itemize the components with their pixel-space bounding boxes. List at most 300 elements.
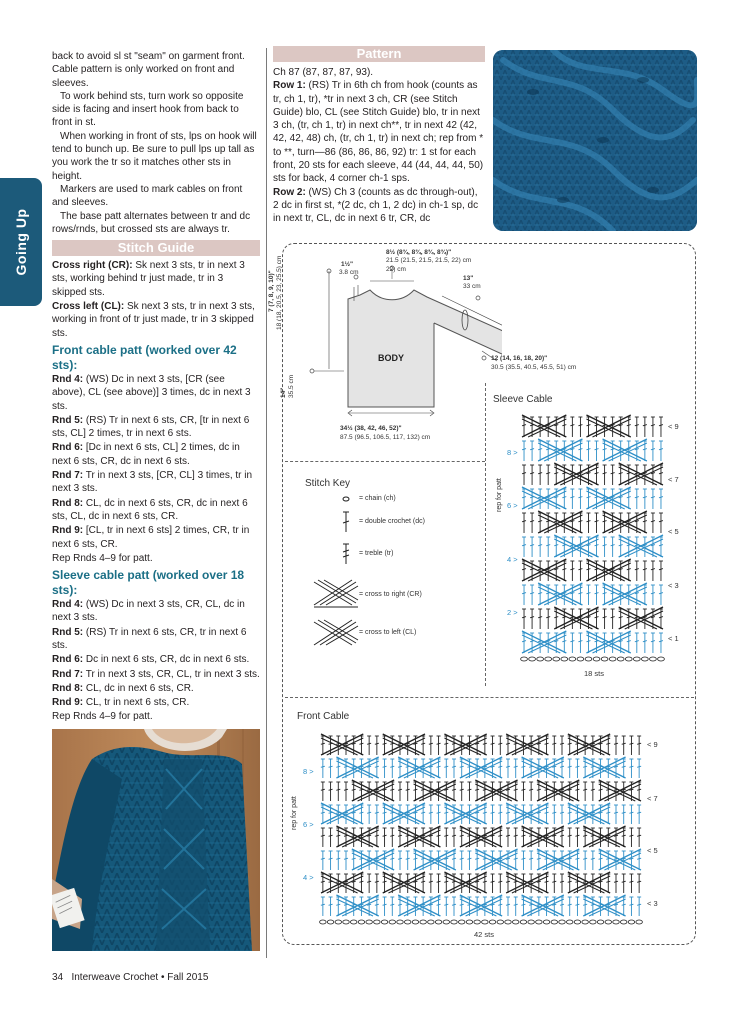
- intro-paragraph: The base patt alternates between tr and dc rows/rnds, but crossed sts are always tr.: [52, 210, 251, 235]
- stitch-mark: [637, 789, 641, 790]
- stitch-mark: [522, 521, 526, 522]
- stitch-mark: [383, 881, 387, 882]
- stitch-mark: [627, 641, 631, 642]
- stitch-mark: [643, 521, 647, 522]
- front-row-label: 6 >: [303, 820, 314, 829]
- front-row-label: 4 >: [303, 873, 314, 882]
- stitch-mark: [575, 766, 579, 767]
- stitch-mark: [429, 812, 433, 813]
- intro-paragraph: To work behind sts, turn work so opposite side is facing and insert hook from back to front in st.: [52, 90, 244, 129]
- stitch-mark: [627, 497, 631, 498]
- stitch-mark: [437, 904, 441, 905]
- shoulder-measure-cm: 3.8 cm: [339, 269, 359, 276]
- front-row-label: 8 >: [303, 767, 314, 776]
- stitch-mark: [562, 497, 566, 498]
- stitch-mark: [578, 521, 582, 522]
- stitch-mark: [659, 473, 663, 474]
- repeat-line: Rep Rnds 4–9 for patt.: [52, 552, 153, 564]
- chart-row: [321, 757, 641, 778]
- stitch-mark: [321, 766, 325, 767]
- row-label: Row 2:: [273, 186, 306, 198]
- stitch-mark: [460, 835, 464, 836]
- magazine-name: Interweave Crochet: [71, 972, 159, 983]
- stitch-mark: [336, 766, 340, 767]
- round-line: [52, 653, 260, 666]
- stitch-mark: [611, 617, 615, 618]
- stitch-key-symbols: [312, 490, 360, 650]
- stitch-mark: [595, 545, 599, 546]
- round-text: (WS) Dc in next 3 sts, [CR (see above), CL (see above)] 3 times, dc in next 3 sts.: [52, 373, 251, 412]
- chain-mark: [374, 920, 380, 924]
- round-line: [52, 441, 260, 468]
- page-footer: [52, 972, 208, 983]
- stitch-mark: [635, 641, 639, 642]
- chain-mark: [569, 657, 576, 661]
- stitch-mark: [560, 766, 564, 767]
- stitch-mark: [583, 835, 587, 836]
- foundation-chain: [320, 920, 643, 924]
- chart-row: [522, 583, 663, 605]
- stitch-mark: [413, 789, 417, 790]
- stitch-mark: [383, 835, 387, 836]
- round-line: [52, 497, 260, 524]
- stitch-mark: [444, 835, 448, 836]
- stitch-mark: [336, 904, 340, 905]
- chain-mark: [521, 657, 528, 661]
- stitch-mark: [635, 569, 639, 570]
- stitch-mark: [390, 904, 394, 905]
- round-label: Rnd 8:: [52, 682, 84, 694]
- stitch-mark: [367, 881, 371, 882]
- round-line: [52, 524, 260, 551]
- chain-mark: [536, 920, 542, 924]
- chain-mark: [497, 920, 503, 924]
- row-label: Row 1:: [273, 80, 306, 92]
- stitch-mark: [651, 641, 655, 642]
- stitch-mark: [444, 766, 448, 767]
- stitch-mark: [659, 545, 663, 546]
- stitch-mark: [336, 789, 340, 790]
- front-cable-heading: Front cable patt (worked over 42 sts):: [52, 342, 237, 372]
- stitch-mark: [554, 617, 558, 618]
- pattern-row: [273, 186, 485, 226]
- stitch-mark: [444, 812, 448, 813]
- stitch-mark: [321, 812, 325, 813]
- diagram-divider: [285, 461, 485, 462]
- stitch-mark: [491, 812, 495, 813]
- round-text: CL, tr in next 6 sts, CR.: [83, 697, 190, 709]
- stitch-guide: [52, 259, 260, 724]
- stitch-mark: [498, 766, 502, 767]
- stitch-mark: [637, 766, 641, 767]
- stitch-mark: [568, 766, 572, 767]
- stitch-mark: [467, 789, 471, 790]
- stitch-mark: [575, 858, 579, 859]
- stitch-mark: [375, 835, 379, 836]
- stitch-mark: [568, 812, 572, 813]
- stitch-mark: [575, 904, 579, 905]
- stitch-mark: [352, 858, 356, 859]
- stitch-mark: [344, 858, 348, 859]
- neck-measure-cm: 21.5 (21.5, 21.5, 21.5, 22) cm: [386, 257, 472, 264]
- chart-row: [522, 631, 663, 653]
- round-text: Tr in next 3 sts, [CR, CL] 3 times, tr in next 3 sts.: [52, 470, 253, 495]
- round-text: (RS) Tr in next 6 sts, CR, tr in next 6 sts.: [52, 626, 247, 651]
- round-label: Rnd 7:: [52, 470, 84, 482]
- stitch-mark: [570, 569, 574, 570]
- stitch-mark: [538, 617, 542, 618]
- stitch-mark: [483, 743, 487, 744]
- stitch-mark: [614, 881, 618, 882]
- stitch-mark: [421, 881, 425, 882]
- stitch-mark: [375, 904, 379, 905]
- stitch-mark: [444, 743, 448, 744]
- sleeve-length-measure: 13": [463, 275, 474, 282]
- stitch-mark: [530, 473, 534, 474]
- sleeve-row-label: < 9: [668, 422, 679, 431]
- sleeve-chart-title: Sleeve Cable: [493, 394, 553, 405]
- stitch-mark: [375, 766, 379, 767]
- chain-mark: [650, 657, 657, 661]
- stitch-mark: [578, 593, 582, 594]
- stitch-mark: [583, 766, 587, 767]
- stitch-mark: [538, 521, 542, 522]
- stitch-term: Cross right (CR):: [52, 260, 133, 272]
- stitch-key-title: Stitch Key: [305, 478, 351, 489]
- stitch-mark: [643, 425, 647, 426]
- stitch-mark: [622, 904, 626, 905]
- round-line: [52, 682, 260, 695]
- stitch-mark: [530, 617, 534, 618]
- column-divider: [266, 48, 267, 958]
- stitch-mark: [578, 569, 582, 570]
- stitch-mark: [375, 881, 379, 882]
- stitch-mark: [659, 521, 663, 522]
- stitch-mark: [538, 593, 542, 594]
- stitch-mark: [635, 425, 639, 426]
- front-row-label: < 7: [647, 794, 658, 803]
- stitch-mark: [562, 569, 566, 570]
- stitch-mark: [595, 449, 599, 450]
- stitch-mark: [603, 593, 607, 594]
- stitch-mark: [329, 789, 333, 790]
- stitch-mark: [570, 641, 574, 642]
- stitch-mark: [622, 881, 626, 882]
- stitch-mark: [570, 425, 574, 426]
- stitch-mark: [659, 569, 663, 570]
- stitch-mark: [498, 881, 502, 882]
- stitch-mark: [635, 497, 639, 498]
- chain-mark: [636, 920, 642, 924]
- stitch-mark: [545, 743, 549, 744]
- stitch-mark: [651, 497, 655, 498]
- stitch-mark: [538, 545, 542, 546]
- stitch-mark: [506, 766, 510, 767]
- stitch-mark: [530, 545, 534, 546]
- stitch-mark: [651, 425, 655, 426]
- diagram-divider: [285, 697, 694, 698]
- stitch-mark: [530, 593, 534, 594]
- stitch-mark: [522, 497, 526, 498]
- stitch-guide-heading: Stitch Guide: [52, 240, 260, 256]
- chain-mark: [613, 920, 619, 924]
- stitch-mark: [344, 789, 348, 790]
- sleeve-row-label: < 7: [668, 475, 679, 484]
- stitch-mark: [437, 743, 441, 744]
- chain-mark: [585, 657, 592, 661]
- stitch-mark: [321, 789, 325, 790]
- chain-mark: [443, 920, 449, 924]
- chain-mark: [658, 657, 665, 661]
- chain-mark: [590, 920, 596, 924]
- armhole-measure-cm: 18 (18, 20.5, 23, 25.5) cm: [276, 255, 283, 330]
- stitch-mark: [437, 881, 441, 882]
- stitch-mark: [651, 593, 655, 594]
- round-label: Rnd 5:: [52, 626, 84, 638]
- round-line: [52, 696, 260, 709]
- chain-mark: [601, 657, 608, 661]
- left-column: [52, 50, 260, 725]
- stitch-mark: [643, 641, 647, 642]
- stitch-mark: [614, 743, 618, 744]
- stitch-mark: [606, 812, 610, 813]
- sleeve-row-label: 2 >: [507, 608, 518, 617]
- chain-mark: [505, 920, 511, 924]
- swatch-photo: [493, 50, 697, 231]
- stitch-definition: [52, 300, 260, 340]
- round-text: CL, dc in next 6 sts, CR, dc in next 6 sts, CL, dc in next 6 sts, CR.: [52, 497, 248, 522]
- chain-mark: [574, 920, 580, 924]
- stitch-mark: [595, 521, 599, 522]
- stitch-mark: [562, 425, 566, 426]
- upper-arm-measure: 12 (14, 16, 18, 20)": [491, 355, 548, 362]
- stitch-mark: [475, 858, 479, 859]
- stitch-mark: [591, 858, 595, 859]
- chart-row: [522, 487, 663, 509]
- stitch-mark: [568, 904, 572, 905]
- stitch-mark: [637, 743, 641, 744]
- intro-paragraph: When working in front of sts, lps on hook will tend to bunch up. Be sure to pull lps up tall as you work the tr so it matches other sts in height.: [52, 130, 257, 182]
- section-tab: [0, 178, 42, 306]
- stitch-mark: [383, 904, 387, 905]
- stitch-mark: [570, 497, 574, 498]
- chain-mark: [543, 920, 549, 924]
- stitch-mark: [421, 812, 425, 813]
- stitch-mark: [659, 593, 663, 594]
- chain-mark: [577, 657, 584, 661]
- stitch-mark: [546, 545, 550, 546]
- stitch-mark: [637, 904, 641, 905]
- key-chain: = chain (ch): [359, 495, 396, 502]
- row-text: (RS) Tr in 6th ch from hook (counts as tr, ch 1, tr), *tr in next 3 ch, CR (see Stitch Guide) blo, CL (see Stitch Guide) blo, tr in next 3 ch, (tr, ch 1, tr) in next ch**, tr in next 42 (42, 42, 42, 48) ch, (tr, ch 1, tr) in next ch; rep from * to **, turn—86 (86, 86, 86, 92) tr: 1 st for each front, 20 sts for each sleeve, 44 (44, 44, 44, 50) sts for back, 4 corner ch-1 sps.: [273, 80, 484, 185]
- front-chart-title: Front Cable: [297, 711, 350, 722]
- chain-mark: [559, 920, 565, 924]
- chain-mark: [512, 920, 518, 924]
- stitch-mark: [552, 743, 556, 744]
- stitch-mark: [546, 473, 550, 474]
- stitch-mark: [498, 743, 502, 744]
- stitch-mark: [429, 881, 433, 882]
- chain-mark: [420, 920, 426, 924]
- stitch-text: Sk next 3 sts, tr in next 3 sts, working in front of tr just made, tr in 3 skipped sts.: [52, 301, 255, 339]
- stitch-mark: [575, 789, 579, 790]
- stitch-mark: [398, 858, 402, 859]
- shoulder-measure: 1½": [341, 261, 354, 268]
- section-tab-label: Going Up: [13, 208, 29, 276]
- round-text: CL, dc in next 6 sts, CR.: [83, 682, 194, 694]
- neck-measure: 8½ (8¾, 8¾, 8¾, 8¾)": [386, 249, 452, 256]
- chain-mark: [633, 657, 640, 661]
- front-row-label: < 3: [647, 899, 658, 908]
- chain-mark: [641, 657, 648, 661]
- stitch-mark: [591, 789, 595, 790]
- stitch-mark: [367, 743, 371, 744]
- stitch-mark: [321, 835, 325, 836]
- front-row-label: < 9: [647, 740, 658, 749]
- stitch-mark: [530, 521, 534, 522]
- stitch-mark: [560, 881, 564, 882]
- stitch-mark: [483, 812, 487, 813]
- stitch-mark: [522, 473, 526, 474]
- stitch-mark: [583, 789, 587, 790]
- stitch-mark: [619, 473, 623, 474]
- stitch-mark: [583, 858, 587, 859]
- stitch-definition: [52, 259, 260, 299]
- round-label: Rnd 4:: [52, 373, 84, 385]
- sleeve-row-label: 4 >: [507, 555, 518, 564]
- chain-mark: [553, 657, 560, 661]
- stitch-mark: [437, 766, 441, 767]
- stitch-mark: [637, 812, 641, 813]
- stitch-mark: [611, 473, 615, 474]
- stitch-mark: [629, 743, 633, 744]
- cross-right-symbol: [314, 580, 358, 607]
- stitch-mark: [578, 449, 582, 450]
- chain-mark: [435, 920, 441, 924]
- stitch-mark: [452, 858, 456, 859]
- chart-row: [321, 734, 641, 755]
- round-label: Rnd 4:: [52, 599, 84, 611]
- stitch-mark: [603, 545, 607, 546]
- chain-mark: [397, 920, 403, 924]
- stitch-mark: [514, 904, 518, 905]
- stitch-mark: [595, 617, 599, 618]
- stitch-mark: [521, 858, 525, 859]
- page-number: 34: [52, 972, 64, 983]
- round-line: [52, 598, 260, 625]
- chart-row: [522, 535, 663, 557]
- sleeve-row-label: 6 >: [507, 501, 518, 510]
- chain-mark: [428, 920, 434, 924]
- chain-mark: [593, 657, 600, 661]
- stitch-mark: [568, 743, 572, 744]
- stitch-mark: [521, 789, 525, 790]
- stitch-mark: [599, 789, 603, 790]
- round-line: [52, 668, 260, 681]
- stitch-mark: [622, 835, 626, 836]
- chain-mark: [520, 920, 526, 924]
- chain-mark: [327, 920, 333, 924]
- stitch-mark: [383, 766, 387, 767]
- round-label: Rnd 9:: [52, 697, 84, 709]
- round-line: [52, 373, 260, 413]
- chain-mark: [625, 657, 632, 661]
- round-text: [Dc in next 6 sts, CL] 2 times, dc in next 6 sts, CR, dc in next 6 sts.: [52, 442, 240, 467]
- stitch-mark: [643, 593, 647, 594]
- sleeve-row-label: < 5: [668, 527, 679, 536]
- stitch-mark: [643, 497, 647, 498]
- stitch-mark: [329, 835, 333, 836]
- stitch-mark: [568, 881, 572, 882]
- chart-row: [522, 463, 663, 485]
- chain-mark: [609, 657, 616, 661]
- stitch-mark: [619, 617, 623, 618]
- chain-mark: [366, 920, 372, 924]
- round-text: Dc in next 6 sts, CR, dc in next 6 sts.: [83, 654, 250, 666]
- stitch-mark: [521, 904, 525, 905]
- stitch-mark: [659, 497, 663, 498]
- pattern-row: [273, 79, 485, 185]
- stitch-mark: [603, 617, 607, 618]
- stitch-mark: [552, 812, 556, 813]
- stitch-mark: [390, 789, 394, 790]
- stitch-mark: [586, 425, 590, 426]
- chain-mark: [545, 657, 552, 661]
- stitch-mark: [546, 617, 550, 618]
- chain-mark: [404, 920, 410, 924]
- stitch-mark: [603, 473, 607, 474]
- stitch-mark: [637, 858, 641, 859]
- stitch-mark: [659, 641, 663, 642]
- chart-row: [321, 780, 641, 801]
- neck-measure-cm-2: 22) cm: [386, 266, 406, 273]
- stitch-mark: [651, 521, 655, 522]
- chain-mark: [350, 920, 356, 924]
- chain-mark: [358, 920, 364, 924]
- round-text: (WS) Dc in next 3 sts, CR, CL, dc in next 3 sts.: [52, 599, 245, 624]
- front-cable-chart: [319, 728, 643, 928]
- stitch-mark: [538, 473, 542, 474]
- chain-mark: [451, 920, 457, 924]
- stitch-mark: [506, 881, 510, 882]
- chart-row: [321, 872, 641, 893]
- stitch-mark: [506, 743, 510, 744]
- stitch-mark: [444, 881, 448, 882]
- round-text: (RS) Tr in next 6 sts, CR, [tr in next 6 sts, CL] 2 times, tr in next 6 sts.: [52, 414, 250, 440]
- stitch-mark: [578, 641, 582, 642]
- chain-mark: [458, 920, 464, 924]
- pattern-column: [273, 46, 485, 226]
- stitch-mark: [406, 789, 410, 790]
- stitch-mark: [586, 521, 590, 522]
- chain-mark: [528, 920, 534, 924]
- stitch-mark: [529, 858, 533, 859]
- stitch-mark: [659, 449, 663, 450]
- stitch-mark: [460, 904, 464, 905]
- front-rep-label: rep for patt: [291, 796, 298, 830]
- round-label: Rnd 6:: [52, 442, 84, 454]
- stitch-mark: [375, 743, 379, 744]
- key-cl: = cross to left (CL): [359, 629, 417, 636]
- chain-mark: [597, 920, 603, 924]
- chart-row: [321, 895, 641, 916]
- stitch-mark: [521, 835, 525, 836]
- chain-symbol: [343, 497, 349, 501]
- key-cr: = cross to right (CR): [359, 591, 422, 598]
- chain-mark: [617, 657, 624, 661]
- stitch-mark: [483, 881, 487, 882]
- hip-measure: 34½ (38, 42, 46, 52)": [340, 425, 402, 432]
